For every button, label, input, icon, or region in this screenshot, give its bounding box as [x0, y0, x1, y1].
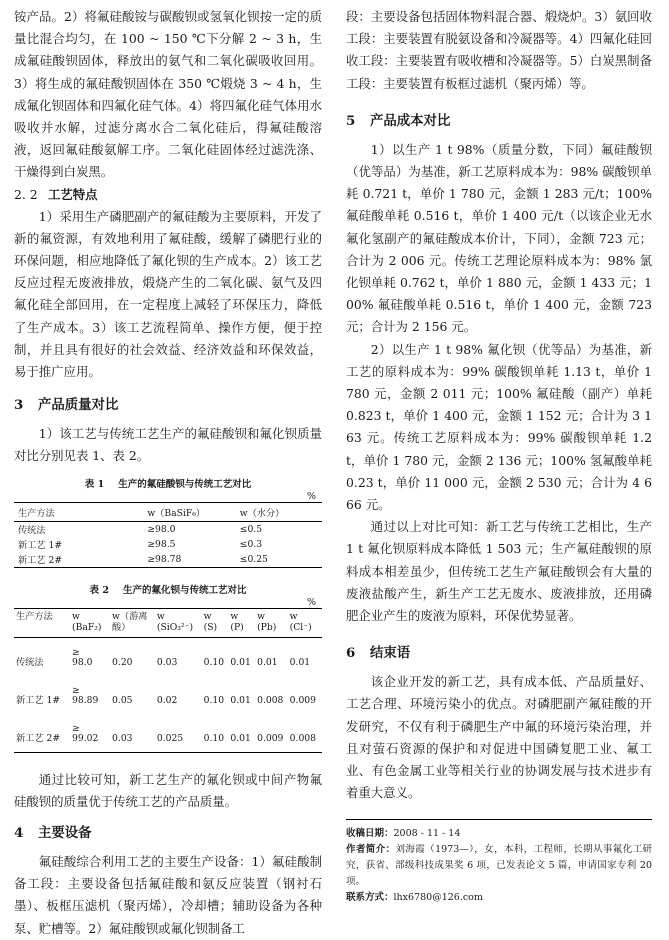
table-header-cell: w (S)	[202, 608, 229, 637]
table-label: 表 1	[84, 478, 105, 490]
section-number: 2. 2	[14, 186, 38, 202]
section-6-heading	[346, 635, 652, 671]
table-cell: 0.008	[288, 714, 322, 753]
equipment-continued-paragraph: 段：主要设备包括固体物料混合器、煅烧炉。3）氨回收工段：主要装置有脱氨设备和冷凝器等。4）四氟化硅回收工段：主要装置有吸收槽和冷凝器等。5）白炭黑制备工段：主要装置有板框过滤机（聚丙烯）等。	[346, 9, 652, 91]
received-date	[346, 826, 652, 842]
table1	[14, 502, 322, 568]
table-label: 表 2	[89, 584, 109, 596]
table-header-row	[14, 608, 322, 637]
table-header-cell: w（BaSiF₆）	[143, 502, 235, 521]
table-unit: %	[306, 596, 316, 608]
table-cell: 0.025	[155, 714, 202, 753]
table-row	[14, 637, 322, 676]
table-header-cell: 生产方法	[14, 502, 143, 521]
section-4-heading	[14, 815, 322, 851]
table-cell: 0.10	[202, 714, 229, 753]
intro-paragraph: 铵产品。2）将氟硅酸铵与碳酸钡或氢氧化钡按一定的质量比混合均匀，在 100 ~ 150 ℃下分解 2 ~ 3 h，生成氟硅酸钡固体，释放出的氨气和二氧化碳吸收回用。3）将生成的氟硅酸钡固体在 350 ℃煅烧 3 ~ 4 h，生成氟化钡固体和四氟化硅气体。4）将四氟化硅气体用水吸收并水解，过滤分离水合二氧化硅后，得氟硅酸溶液，返回氟硅酸氨解工序。二氧化硅固体经过滤洗涤、干燥得到白炭黑。	[14, 9, 322, 180]
cost-paragraph-1: 1）以生产 1 t 98%（质量分数，下同）氟硅酸钡（优等品）为基准，新工艺原料成本为：98% 碳酸钡单耗 0.721 t，单价 1 780 元，金额 1 283 元/t；100% 氟硅酸单耗 0.516 t，单价 1 400 元/t（以该企业无水氟化氢副产的氟硅酸成本价计，下同），金额 723 元；合计为 2 006 元。传统工艺理论原料成本为：98% 氯化钡单耗 0.762 t，单价 1 880 元，金额 1 433 元；100% 氟硅酸单耗 0.516 t，单价 1 400 元，金额 723 元；合计为 2 156 元。	[346, 141, 652, 335]
quality-paragraph: 1）该工艺与传统工艺生产的氟硅酸钡和氟化钡质量对比分别见表 1、表 2。	[14, 426, 322, 464]
table-cell: 新工艺 2#	[14, 714, 70, 753]
table-cell: 新工艺 1#	[18, 540, 63, 552]
table-title: 生产的氟硅酸钡与传统工艺对比	[118, 478, 252, 490]
table-cell: 传统法	[18, 525, 46, 537]
table-cell: 0.01	[289, 656, 311, 668]
table-row	[14, 676, 322, 714]
cost-paragraph-2: 2）以生产 1 t 98% 氟化钡（优等品）为基准，新工艺的原料成本为：99% 碳酸钡单耗 1.13 t，单价 1 780 元，金额 2 011 元；100% 氟硅酸（副产）单耗 0.823 t，单价 1 400 元，金额 1 152 元；合计为 3 163 元。传统工艺原料成本为：99% 碳酸钡单耗 1.2 t，单价 1 780 元，金额 2 136 元；100% 氢氟酸单耗 0.23 t，单价 11 000 元，金额 2 530 元；合计为 4 666 元。	[346, 341, 652, 513]
ge-symbol: ≥	[72, 646, 80, 658]
section-title: 结束语	[370, 645, 411, 662]
table-header-cell: 生产方法	[14, 608, 70, 637]
section-2-2-heading	[14, 184, 322, 206]
table-header-cell: w (BaF₂)	[70, 608, 110, 637]
table-row	[14, 537, 322, 552]
table-cell: ≥98.5	[147, 538, 176, 550]
table-title: 生产的氟化钡与传统工艺对比	[122, 584, 247, 596]
article-meta	[346, 819, 652, 906]
table-header-cell: w (SiO₃²⁻)	[155, 608, 202, 637]
section-title: 主要设备	[38, 825, 92, 842]
section-number: 5	[346, 112, 356, 129]
section-title: 工艺特点	[48, 186, 98, 202]
table-cell: 0.03	[156, 656, 178, 668]
table-unit: %	[306, 490, 316, 502]
table-header-cell: w (Cl⁻)	[288, 608, 322, 637]
table-cell: 0.02	[156, 694, 178, 706]
author-info	[346, 842, 652, 890]
table-cell: ≤0.3	[239, 538, 263, 550]
table-row	[14, 714, 322, 753]
section-title: 产品成本对比	[370, 112, 451, 129]
cell-value: 98.89	[72, 694, 99, 706]
table-header-cell: w (P)	[228, 608, 255, 637]
ge-symbol: ≥	[72, 722, 80, 734]
section-number: 6	[346, 645, 356, 662]
table-cell: 新工艺 1#	[16, 694, 61, 706]
meta-value: 刘海霞（1973—），女，本科，工程师，长期从事氟化工研究，获省、部级科技成果奖 6 项，已发表论文 5 篇，申请国家专利 20 项。	[346, 843, 652, 887]
table-cell: 0.10	[203, 656, 225, 668]
comparison-paragraph: 通过比较可知，新工艺生产的氟化钡或中间产物氟硅酸钡的质量优于传统工艺的产品质量。	[14, 771, 322, 809]
meta-value: 2008 - 11 - 14	[393, 827, 461, 839]
ge-symbol: ≥	[72, 684, 80, 696]
table-cell: 0.05	[112, 694, 133, 706]
features-paragraph: 1）采用生产磷肥副产的氟硅酸为主要原料，开发了新的氟资源，有效地利用了氟硅酸，缓解了磷肥行业的环保问题，相应地降低了氟化钡的生产成本。2）该工艺反应过程无废液排放，煅烧产生的二氧化碳、氨气及四氟化硅全部回用，在一定程度上减轻了环保压力，降低了生产成本。3）该工艺流程简单、操作方便，便于控制，并且具有很好的社会效益、经济效益和环保效益，易于推广应用。	[14, 208, 322, 380]
table-row	[14, 552, 322, 568]
table-header-cell: w（水分）	[236, 502, 322, 521]
table-cell: 0.20	[112, 656, 133, 668]
cost-conclusion-paragraph: 通过以上对比可知：新工艺与传统工艺相比，生产 1 t 氟化钡原料成本降低 1 503 元；生产氟硅酸钡的原料成本相差虽少，但传统工艺生产氟硅酸钡会有大量的废液盐酸产生，新生产工艺无废水、废液排放，还用磷肥企业产生的废液为原料，环保优势显著。	[346, 519, 652, 624]
section-number: 3	[14, 397, 24, 414]
section-title: 产品质量对比	[38, 397, 119, 414]
table-cell: 0.01	[228, 714, 255, 753]
section-3-heading	[14, 387, 322, 423]
table1-caption	[14, 478, 322, 492]
meta-label: 收稿日期：	[346, 827, 394, 839]
table-cell: 新工艺 2#	[14, 552, 143, 568]
table-cell: 0.01	[257, 656, 278, 668]
table-cell: 传统法	[16, 656, 44, 668]
table-header-cell: w (Pb)	[255, 608, 288, 637]
contact-info	[346, 890, 652, 906]
table-cell	[70, 714, 110, 753]
table-cell: 0.03	[110, 714, 155, 753]
table-cell: 0.009	[255, 714, 288, 753]
table2-caption	[14, 584, 322, 598]
table-header-row	[14, 502, 322, 521]
section-5-heading	[346, 103, 652, 139]
table-cell: 0.10	[203, 694, 225, 706]
right-column	[346, 6, 652, 906]
table-cell	[70, 676, 110, 714]
table-cell: ≥98.78	[143, 552, 235, 568]
left-column	[14, 6, 322, 940]
table-row	[14, 521, 322, 537]
cell-value: 98.0	[72, 656, 93, 668]
conclusion-paragraph: 该企业开发的新工艺，具有成本低、产品质量好、工艺合理、环境污染小的优点。对磷肥副产氟硅酸的开发研究，不仅有利于磷肥生产中氟的环境污染治理，并且对萤石资源的保护和对促进中国磷复肥工业、氟工业、有色金属工业等相关行业的协调发展与技术进步有着重大意义。	[346, 674, 652, 801]
table2	[14, 608, 322, 753]
table-cell: 0.01	[230, 694, 251, 706]
table-cell: ≥98.0	[147, 523, 176, 535]
table-cell: 0.009	[289, 694, 316, 706]
equipment-paragraph: 氟硅酸综合利用工艺的主要生产设备：1）氟硅酸制备工段：主要设备包括氟硅酸和氨反应装置（钢衬石墨）、板框压滤机（聚丙烯），冷却槽；辅助设备为各种泵、贮槽等。2）氟硅酸钡或氟化钡制备工	[14, 854, 322, 936]
meta-label: 联系方式：	[346, 891, 394, 903]
table-cell: 0.008	[257, 694, 284, 706]
cell-value: 99.02	[72, 732, 99, 744]
table-cell	[70, 637, 110, 676]
table-cell: ≤0.5	[239, 523, 263, 535]
table-cell: ≤0.25	[236, 552, 322, 568]
meta-label: 作者简介：	[346, 843, 396, 855]
table-cell: 0.01	[230, 656, 251, 668]
section-number: 4	[14, 825, 24, 842]
contact-email: lhx6780@126.com	[393, 891, 483, 903]
table-header-cell: w（游离酸）	[110, 608, 155, 637]
